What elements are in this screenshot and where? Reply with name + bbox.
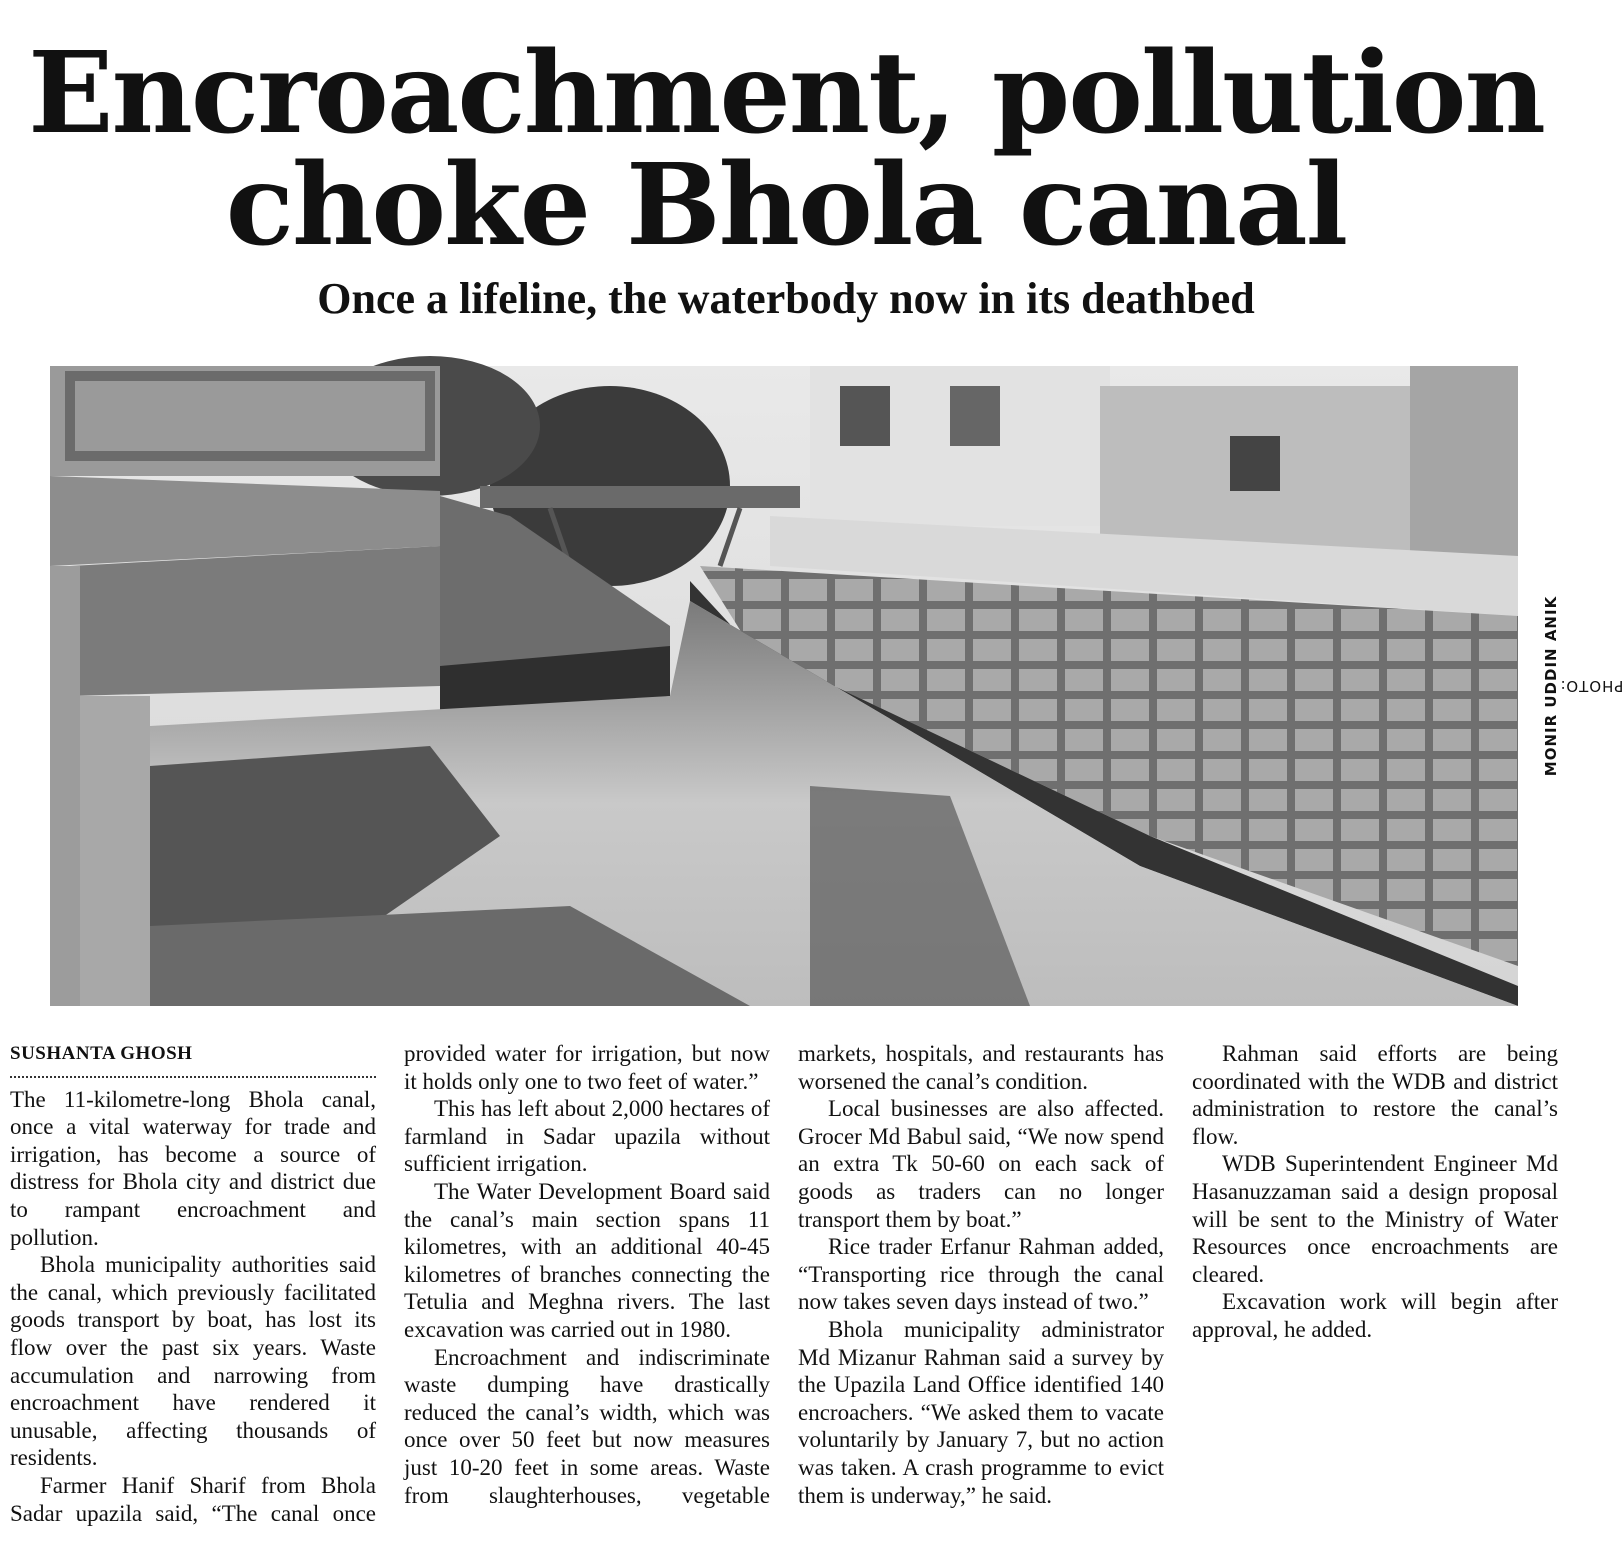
paragraph: Rice trader Erfanur Rahman added, “Transporting rice through the canal now takes seven days instead of two.” (798, 1234, 1164, 1315)
paragraph: The Water Development Board said the canal’s main section spans 11 kilometres, with an additional 40-45 kilometres of branches connecting the Tetulia and Meghna rivers. The last excavation was carried out in 1980. (404, 1178, 770, 1342)
photo-credit-name: MONIR UDDIN ANIK (1542, 595, 1560, 777)
paragraph: WDB Superintendent Engineer Md Hasanuzzaman said a design proposal will be sent to the Ministry of Water Resources once encroachments are cleared. (1192, 1151, 1558, 1287)
photo-credit-label: PHOTO: (1559, 677, 1623, 695)
paragraph: This has left about 2,000 hectares of farmland in Sadar upazila without sufficient irrigation. (404, 1096, 770, 1177)
canal-photo (50, 366, 1518, 1006)
paragraph: Local businesses are also affected. Grocer Md Babul said, “We now spend an extra Tk 50-60 on each sack of goods as traders can no longer transport them by boat.” (798, 1096, 1164, 1232)
article-body (10, 1040, 1558, 1552)
subheadline: Once a lifeline, the waterbody now in its deathbed (317, 274, 1255, 323)
paragraph: Excavation work will begin after approval, he added. (1192, 1289, 1558, 1342)
headline-line-1: Encroachment, pollution (28, 28, 1544, 159)
paragraph: Bhola municipality administrator Md Mizanur Rahman said a survey by the Upazila Land Office identified 140 encroachers. “We asked them to vacate voluntarily by January 7, but no action was taken. A crash programme to evict them is underway,” he said. (798, 1316, 1164, 1508)
paragraph: Farmer Hanif Sharif from Bhola Sadar upazila said, “The canal once provided water for irrigation, but now it holds only one to two feet of water.” (10, 1041, 770, 1526)
byline: SUSHANTA GHOSH (10, 1040, 376, 1078)
paragraph: Rahman said efforts are being coordinated with the WDB and district administration to restore the canal’s flow. (1192, 1041, 1558, 1149)
photo-credit (1522, 366, 1623, 1006)
paragraph: Bhola municipality authorities said the canal, which previously facilitated goods transport by boat, has lost its flow over the past six years. Waste accumulation and narrowing from encroachment have rendered it unusable, affecting thousands of residents. (10, 1252, 376, 1471)
paragraph: The 11-kilometre-long Bhola canal, once a vital waterway for trade and irrigation, has become a source of distress for Bhola city and district due to rampant encroachment and pollution. (10, 1086, 376, 1250)
paragraph: Encroachment and indiscriminate waste dumping have drastically reduced the canal’s width, which was once over 50 feet but now measures just 10-20 feet in some areas. Waste from slaughterhouses, vegetable markets, hospitals, and restaurants has worsened the canal’s condition. (404, 1041, 1164, 1508)
headline (0, 28, 1572, 271)
headline-line-2: choke Bhola canal (225, 140, 1347, 271)
